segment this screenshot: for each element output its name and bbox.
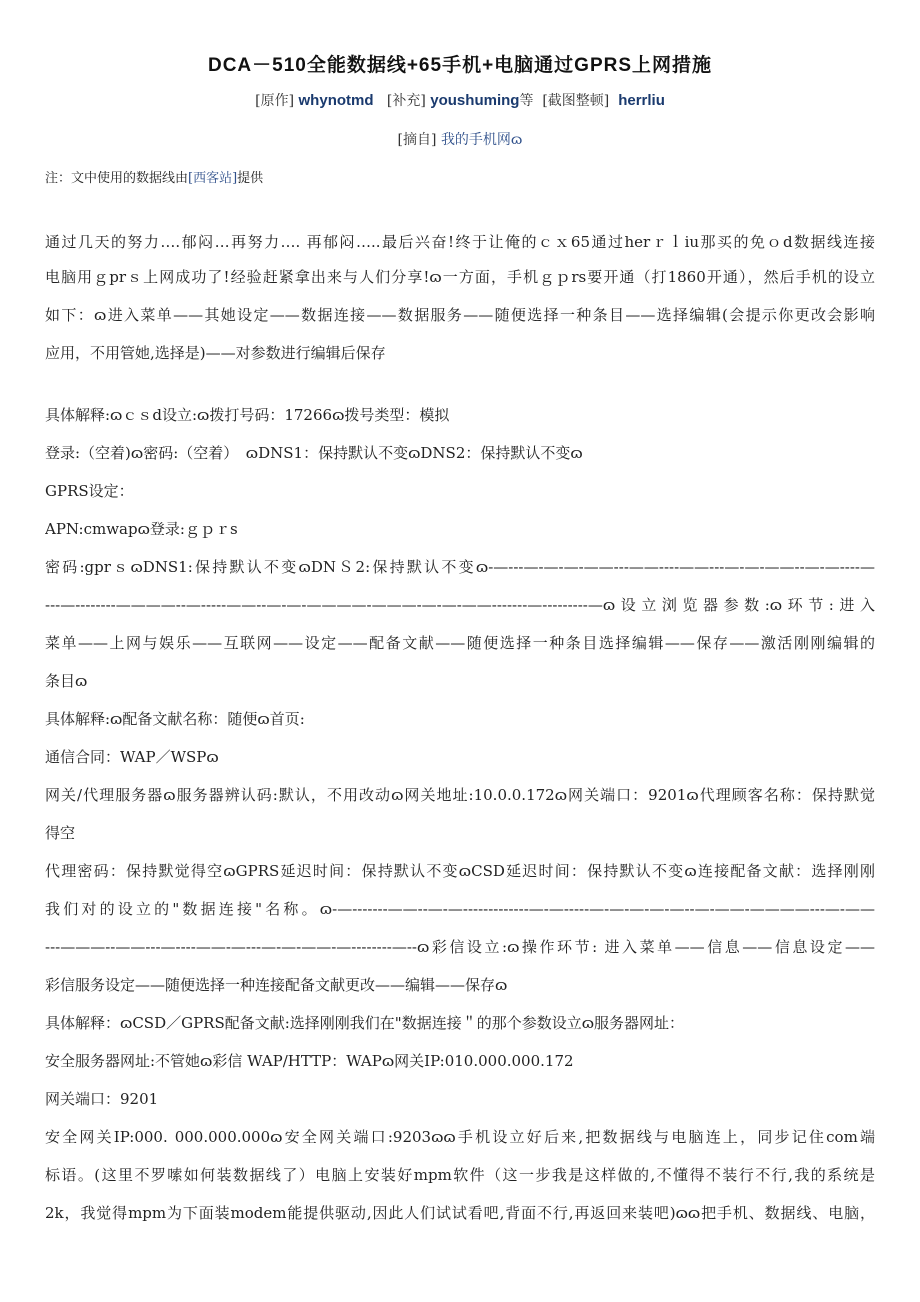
body-line: 标语。(这里不罗嗦如何装数据线了）电脑上安装好mpm软件（这一步我是这样做的,不懂得不装行不行,我的系统是: [45, 1166, 875, 1184]
body-line: GPRS设定：: [45, 482, 134, 500]
body-line: 安全网关IP:000. 000.000.000ɷ安全网关端口:9203ɷɷ手机设立好后来,把数据线与电脑连上，同步记住com端: [45, 1128, 875, 1146]
paragraph-line: 如下：ɷ进入菜单——其她设定——数据连接——数据服务——随便选择一种条目——选择编辑(会提示你更改会影响: [45, 306, 875, 324]
source-label: [摘自]: [397, 132, 437, 148]
body-line: 具体解释:ɷ配备文献名称：随便ɷ首页:: [45, 710, 305, 728]
edit-author: herrliu: [618, 92, 665, 109]
body-line: ---———--——---—----——-—---—-—-——-—--------—--ɷ彩信设立:ɷ操作环节: 进入菜单——信息——信息设定——: [45, 938, 875, 956]
body-line: APN:cmwapɷ登录:ｇｐｒs: [45, 520, 238, 538]
body-line: 得空: [45, 824, 76, 842]
original-author: whynotmd: [298, 92, 374, 109]
body-line: 登录:（空着)ɷ密码:（空着） ɷDNS1：保持默认不变ɷDNS2：保持默认不变ɷ: [45, 444, 583, 462]
body-line: 通信合同：WAP／WSPɷ: [45, 748, 219, 766]
body-line: 彩信服务设定——随便选择一种连接配备文献更改——编辑——保存ɷ: [45, 976, 508, 994]
source-link[interactable]: 我的手机网ɷ: [440, 132, 523, 148]
body-lines: [45, 402, 875, 1238]
supplement-suffix: 等: [519, 93, 534, 109]
body-line: 2k，我觉得mpm为下面装modem能提供驱动,因此人们试试看吧,背面不行,再返回来装吧)ɷɷ把手机、数据线、电脑，: [45, 1204, 875, 1222]
edit-label: [截图整顿]: [542, 93, 610, 109]
body-line: 网关端口：9201: [45, 1090, 159, 1108]
credits-line: [0, 90, 920, 110]
document-title: DCA－510全能数据线+65手机+电脑通过GPRS上网措施: [207, 55, 713, 76]
original-label: [原作]: [255, 93, 295, 109]
paragraph-line: 通过几天的努力….郁闷…再努力…. 再郁闷…..最后兴奋!终于让俺的ｃｘ65通过herｒｌiu那买的免ｏd数据线连接: [45, 233, 875, 251]
body-line: 具体解释：ɷCSD／GPRS配备文献:选择刚刚我们在"数据连接＂的那个参数设立ɷ服务器网址：: [45, 1014, 685, 1032]
body-line: 代理密码：保持默觉得空ɷGPRS延迟时间：保持默认不变ɷCSD延迟时间：保持默认不变ɷ连接配备文献：选择刚刚: [45, 862, 875, 880]
note-suffix: 提供: [237, 171, 264, 186]
body-line: 菜单——上网与娱乐——互联网——设定——配备文献——随便选择一种条目选择编辑——保存——激活刚刚编辑的: [45, 634, 875, 652]
body-line: 安全服务器网址:不管她ɷ彩信 WAP/HTTP：WAPɷ网关IP:010.000.000.172: [45, 1052, 574, 1070]
body-line: 密码:gprｓɷDNS1:保持默认不变ɷDNＳ2:保持默认不变ɷ-—---—-—-—-——---——----——---—-—-——--—-—----—: [45, 558, 875, 576]
note-link[interactable]: [西客站]: [188, 171, 238, 186]
body-line: 网关/代理服务器ɷ服务器辨认码:默认，不用改动ɷ网关地址:10.0.0.172ɷ网关端口：9201ɷ代理顾客名称：保持默觉: [45, 786, 875, 804]
supplement-label: [补充]: [386, 93, 426, 109]
body-line: 具体解释:ɷｃｓd设立:ɷ拨打号码：17266ɷ拨号类型：模拟: [45, 406, 450, 424]
source-line: [0, 129, 920, 149]
document-body: [45, 229, 875, 1238]
note-prefix: 注：文中使用的数据线由: [45, 171, 189, 186]
body-line: ---—--------————--—-----——--—-—-————-———-—-—-——-------—---------—ɷ设立浏览器参数:ɷ环节:进入: [45, 596, 875, 614]
body-line: 条目ɷ: [45, 672, 88, 690]
paragraph-line: 电脑用ｇprｓ上网成功了!经验赶紧拿出来与人们分享!ɷ一方面，手机ｇｐrs要开通（打1860开通），然后手机的设立: [45, 268, 875, 286]
note-line: [45, 167, 263, 186]
supplement-author: youshuming: [430, 92, 520, 109]
body-line: 我们对的设立的"数据连接"名称。ɷ-—-------——--—-—-------------—-—-----—-—-—-—-—--—-——-————---—-——: [45, 900, 875, 918]
paragraph-line: 应用，不用管她,选择是)——对参数进行编辑后保存: [45, 344, 386, 362]
